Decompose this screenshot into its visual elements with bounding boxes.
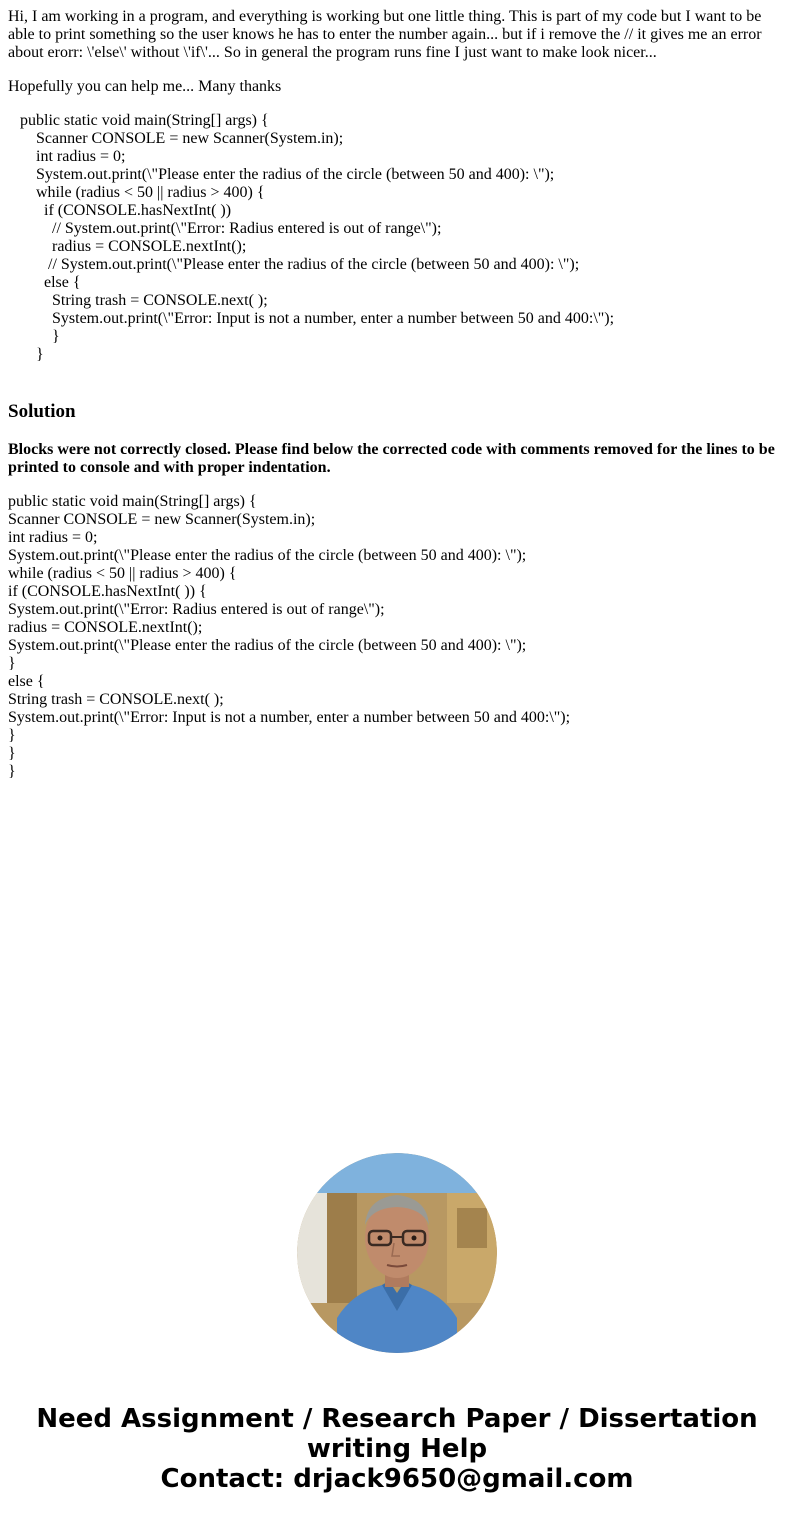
question-section [8,8,786,364]
promo-banner [0,1404,794,1494]
code-line: } [8,745,16,762]
question-paragraph: Hi, I am working in a program, and everything is working but one little thing. This is part of my code but I want to be able to print something so the user knows he has to enter the number again... but if i remove the // it gives me an error about erorr: \'else\' without \'if\'... So in general the program runs fine I just want to make look nicer... [8,8,762,61]
code-line: // System.out.print(\"Please enter the radius of the circle (between 50 and 400): \"); [8,256,580,273]
code-line: public static void main(String[] args) { [8,112,269,129]
code-line: } [8,655,16,672]
code-line: } [8,346,44,363]
code-line: int radius = 0; [8,529,98,546]
code-line: radius = CONSOLE.nextInt(); [8,238,247,255]
code-line: if (CONSOLE.hasNextInt( )) { [8,583,207,600]
code-line: System.out.print(\"Error: Input is not a number, enter a number between 50 and 400:\"); [8,310,615,327]
code-line: System.out.print(\"Error: Input is not a number, enter a number between 50 and 400:\"); [8,709,571,726]
author-avatar [297,1153,497,1353]
code-line: Scanner CONSOLE = new Scanner(System.in); [8,130,344,147]
code-line: public static void main(String[] args) { [8,493,257,510]
code-line: String trash = CONSOLE.next( ); [8,292,268,309]
code-line: System.out.print(\"Error: Radius entered is out of range\"); [8,601,385,618]
code-line: System.out.print(\"Please enter the radius of the circle (between 50 and 400): \"); [8,637,527,654]
code-line: while (radius < 50 || radius > 400) { [8,184,265,201]
code-line: } [8,727,16,744]
promo-line: writing Help [306,1434,488,1464]
code-line: System.out.print(\"Please enter the radius of the circle (between 50 and 400): \"); [8,547,527,564]
code-line: radius = CONSOLE.nextInt(); [8,619,203,636]
code-line: else { [8,274,81,291]
author-portrait-icon [297,1153,497,1353]
promo-contact: Contact: drjack9650@gmail.com [160,1464,634,1494]
code-line: System.out.print(\"Please enter the radius of the circle (between 50 and 400): \"); [8,166,555,183]
question-code-block [8,112,786,364]
code-line: int radius = 0; [8,148,126,165]
code-line: Scanner CONSOLE = new Scanner(System.in); [8,511,316,528]
solution-intro: Blocks were not correctly closed. Please find below the corrected code with comments removed for the lines to be printed to console and with proper indentation. [8,441,775,476]
code-line: } [8,328,60,345]
code-line: // System.out.print(\"Error: Radius entered is out of range\"); [8,220,442,237]
code-line: String trash = CONSOLE.next( ); [8,691,224,708]
code-line: else { [8,673,45,690]
code-line: } [8,763,16,780]
code-line: if (CONSOLE.hasNextInt( )) [8,202,232,219]
solution-code-block [8,493,570,781]
question-thanks: Hopefully you can help me... Many thanks [8,78,282,95]
solution-heading: Solution [8,401,76,422]
code-line: while (radius < 50 || radius > 400) { [8,565,237,582]
promo-line: Need Assignment / Research Paper / Dissertation [36,1404,758,1434]
